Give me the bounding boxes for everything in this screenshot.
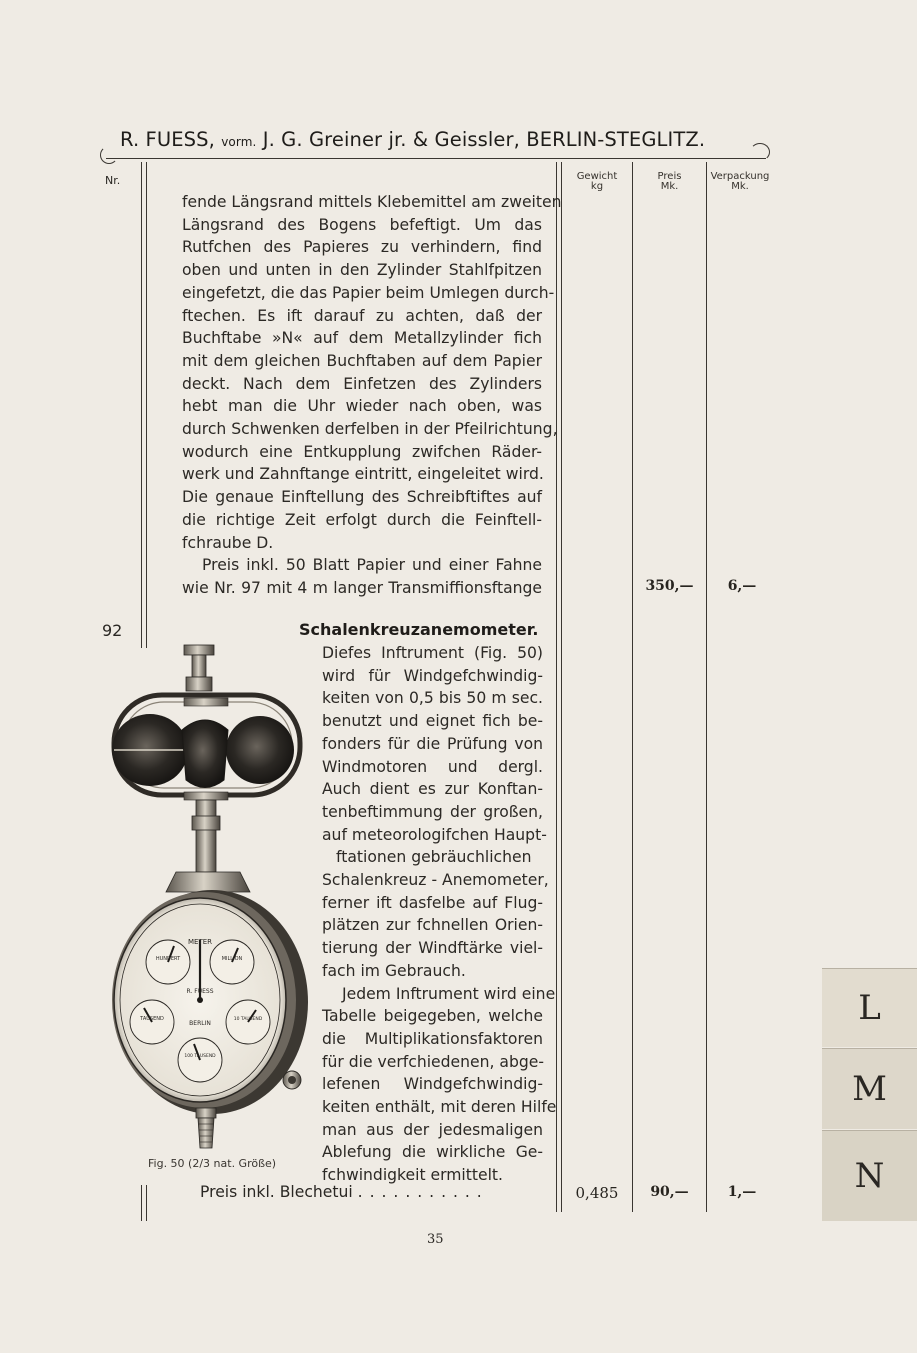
text-line: wird für Windgefchwindig- xyxy=(322,666,543,685)
header-vorm: vorm. xyxy=(221,135,257,149)
text-line: fchwindigkeit ermittelt. xyxy=(322,1166,503,1185)
price-header-line2: Mk. xyxy=(660,181,679,192)
text-column-rule-2 xyxy=(561,162,562,1212)
header-ornament-left xyxy=(100,146,118,164)
item-packing: 1,— xyxy=(727,1184,757,1200)
text-line: Buchftabe »N« auf dem Metallzylinder fich xyxy=(182,329,542,348)
dial-label-hundert: HUNDERT xyxy=(155,956,181,962)
nr-column-rule-6 xyxy=(146,1185,147,1221)
header-location: BERLIN-STEGLITZ. xyxy=(526,128,706,151)
text-line: ferner ift dasfelbe auf Flug- xyxy=(322,893,543,912)
weight-header-line1: Gewicht xyxy=(576,171,618,182)
text-line: fonders für die Prüfung von xyxy=(322,734,543,753)
text-line: durch Schwenken derfelben in der Pfeilrichtung, xyxy=(182,420,558,439)
item-description xyxy=(322,642,557,1187)
index-tab-n[interactable]: N xyxy=(822,1130,917,1221)
dial-label-hunderttausend: 100 TAUSEND xyxy=(184,1054,216,1059)
header-company: R. FUESS, xyxy=(120,128,215,151)
dial-label-meter: METER xyxy=(187,938,213,946)
text-line: fach im Gebrauch. xyxy=(322,961,466,980)
text-line: tierung der Windftärke viel- xyxy=(322,939,543,958)
index-tab-l[interactable]: L xyxy=(822,968,917,1047)
text-line: tenbeftimmung der großen, xyxy=(322,802,543,821)
text-line: Schalenkreuz - Anemometer, xyxy=(322,871,549,890)
weight-column-header xyxy=(563,172,631,192)
weight-header-line2: kg xyxy=(590,181,604,192)
index-tab-m[interactable]: M xyxy=(822,1048,917,1129)
text-line: lefenen Windgefchwindig- xyxy=(322,1075,543,1094)
header-ampersand: & xyxy=(412,128,429,151)
text-line: Preis inkl. 50 Blatt Papier und einer Fahne xyxy=(202,556,542,575)
text-line: Längsrand des Bogens befeftigt. Um das xyxy=(182,215,542,234)
text-line: plätzen zur fchnellen Orien- xyxy=(322,916,543,935)
text-column-rule-1 xyxy=(556,162,557,1212)
anemometer-shaft xyxy=(196,800,216,872)
packing-header-line2: Mk. xyxy=(731,181,749,192)
packing-column-header xyxy=(704,172,776,192)
continuation-packing: 6,— xyxy=(727,578,757,594)
text-line: fchraube D. xyxy=(182,533,274,552)
header-partner: Geissler, xyxy=(434,128,520,151)
continuation-price: 350,— xyxy=(645,578,694,594)
dial-label-tausend: TAUSEND xyxy=(140,1016,164,1022)
text-line: eingefetzt, die das Papier beim Umlegen durch- xyxy=(182,283,555,302)
header-former: J. G. Greiner jr. xyxy=(262,128,407,151)
text-line: man aus der jedesmaligen xyxy=(322,1120,543,1139)
text-line: auf meteorologifchen Haupt- xyxy=(322,825,547,844)
text-line: für die verfchiedenen, abge- xyxy=(322,1052,544,1071)
text-line: Ablefung die wirkliche Ge- xyxy=(322,1143,543,1162)
packing-header-line1: Verpackung xyxy=(710,171,770,182)
index-tabs xyxy=(822,968,917,1220)
text-line: wie Nr. 97 mit 4 m langer Transmiffionsftange xyxy=(182,578,542,597)
text-line: Auch dient es zur Konftan- xyxy=(322,780,543,799)
wind-cup-center xyxy=(182,720,228,788)
text-line: mit dem gleichen Buchftaben auf dem Papier xyxy=(182,351,542,370)
price-header-line1: Preis xyxy=(657,171,682,182)
nr-column-header: Nr. xyxy=(105,174,121,187)
wind-cup-right xyxy=(226,716,294,784)
price-column-rule xyxy=(706,162,707,1212)
text-line: keiten von 0,5 bis 50 m sec. xyxy=(322,689,543,708)
page-number: 35 xyxy=(427,1232,444,1247)
text-line: hebt man die Uhr wieder nach oben, was xyxy=(182,397,542,416)
text-line: keiten enthält, mit deren Hilfe xyxy=(322,1098,557,1117)
anemometer-illustration xyxy=(100,640,315,1155)
text-line: Windmotoren und dergl. xyxy=(322,757,543,776)
text-line: ftationen gebräuchlichen xyxy=(336,848,532,867)
weight-column-rule xyxy=(632,162,633,1212)
text-line: Die genaue Einftellung des Schreibftiftes auf xyxy=(182,488,542,507)
nr-column-rule-2 xyxy=(146,162,147,622)
figure-caption: Fig. 50 (2/3 nat. Größe) xyxy=(148,1157,277,1170)
text-line: werk und Zahnftange eintritt, eingeleitet wird. xyxy=(182,465,544,484)
text-line: Rutfchen des Papieres zu verhindern, find xyxy=(182,238,542,257)
item-price-label: Preis inkl. Blechetui xyxy=(200,1183,353,1201)
item-price: 90,— xyxy=(650,1184,689,1200)
continuation-text xyxy=(182,191,562,600)
dial-label-zehntausend: 10 TAUSEND xyxy=(233,1017,263,1022)
nr-column-rule-1 xyxy=(141,162,142,622)
text-line: Jedem Inftrument wird eine xyxy=(342,984,556,1003)
mounting-thread xyxy=(198,1118,214,1148)
text-line: wodurch eine Entkupplung zwifchen Räder- xyxy=(182,442,542,461)
item-number: 92 xyxy=(102,621,123,640)
dial-label-city: BERLIN xyxy=(189,1020,211,1027)
text-line: benutzt und eignet fich be- xyxy=(322,712,543,731)
text-line: Diefes Inftrument (Fig. 50) xyxy=(322,644,543,662)
text-line: Tabelle beigegeben, welche xyxy=(322,1007,543,1026)
page-header xyxy=(120,128,705,151)
item-price-line xyxy=(200,1183,483,1201)
nr-column-rule-5 xyxy=(141,1185,142,1221)
dial-label-maker: R. FUESS xyxy=(186,988,214,995)
item-price-leader: . . . . . . . . . . . xyxy=(357,1183,483,1201)
text-line: oben und unten in den Zylinder Stahlfpitzen xyxy=(182,261,542,280)
text-line: fende Längsrand mittels Klebemittel am zweiten xyxy=(182,193,562,211)
price-column-header xyxy=(634,172,705,192)
text-line: ftechen. Es ift darauf zu achten, daß der xyxy=(182,306,542,325)
top-screw xyxy=(184,645,214,655)
text-line: deckt. Nach dem Einfetzen des Zylinders xyxy=(182,374,542,393)
text-line: die richtige Zeit erfolgt durch die Feinftell- xyxy=(182,510,542,529)
text-line: die Multiplikationsfaktoren xyxy=(322,1029,543,1048)
header-rule xyxy=(106,158,766,159)
dial-label-million: MILLION xyxy=(221,956,243,962)
item-weight: 0,485 xyxy=(575,1184,619,1202)
item-title: Schalenkreuzanemometer. xyxy=(299,620,539,639)
